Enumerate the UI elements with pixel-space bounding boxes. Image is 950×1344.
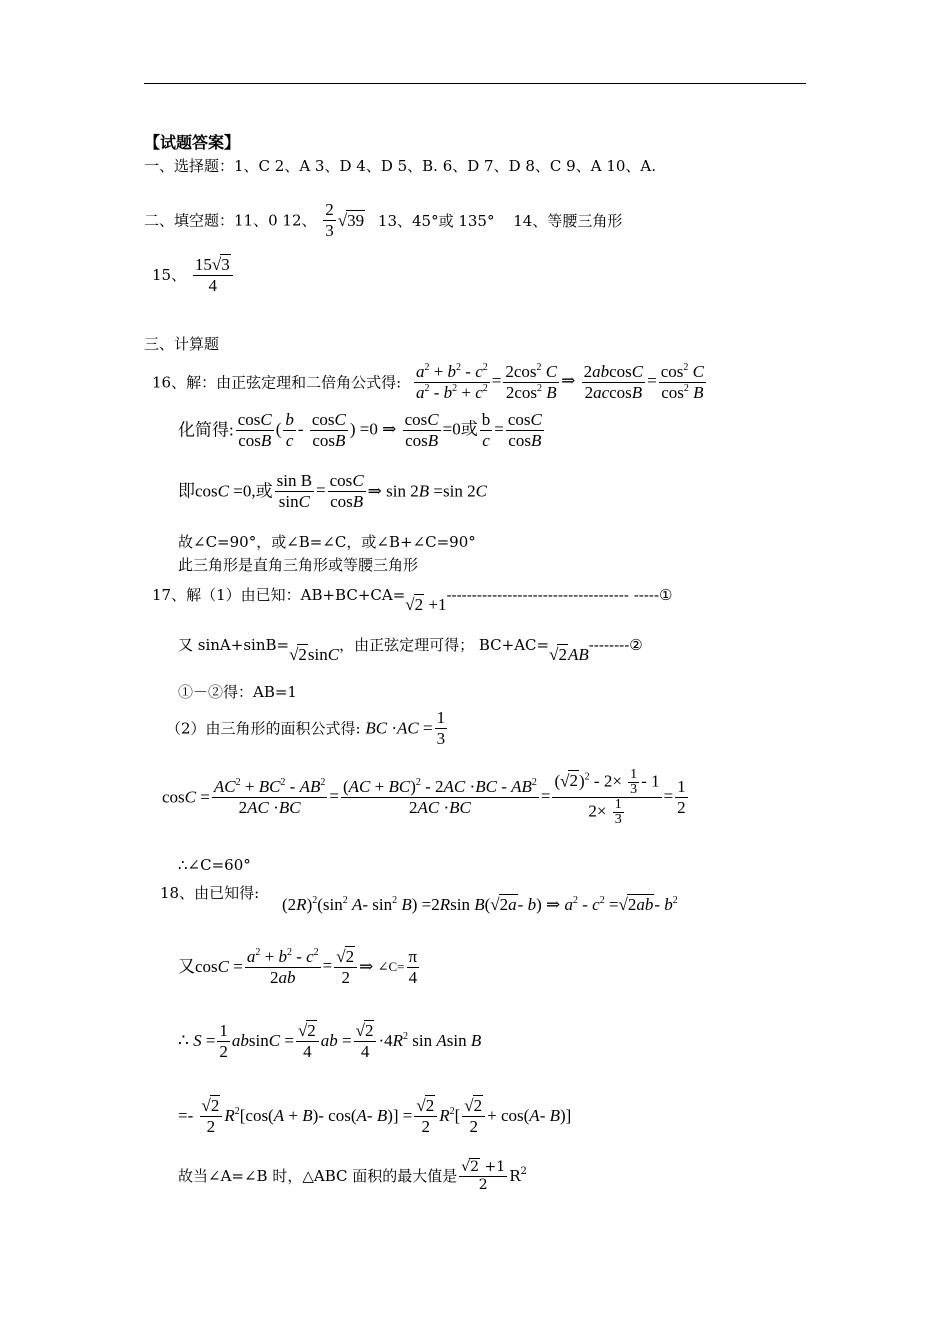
q14-answer: 14、等腰三角形	[513, 211, 623, 230]
p17-cos-formula: cosC = $\frac{AC^2 + BC^2 - AB^2}{2AC \cdot BC}$ = $\frac{(AC + BC)^2 - 2AC \cdot BC - AB^2}{2AC \cdot BC}$ = $(√2)^2 - 2\times$ $\frac{1}{3}$ - 1 2× $\frac{1}{3}$ = $\frac{1}{2}$	[162, 767, 686, 827]
p17-line1-text: 17、解（1）由已知：AB+BC+CA=	[152, 586, 406, 604]
p18-final-a: 故当∠A=∠B 时，△ABC 面积的最大值是	[178, 1167, 458, 1185]
fill-answers: 二、填空题：11、0 12、 $\frac{2}{3}$ √39 13、45°或 135° 14、等腰三角形	[144, 200, 623, 240]
q15-num-coef: 15	[194, 255, 212, 274]
p17-line2-b: ，由正弦定理可得； BC+AC=	[339, 636, 550, 654]
header-rule	[144, 83, 806, 84]
p18-final-b: R	[509, 1167, 521, 1185]
p17-line2-a: 又 sinA+sinB=	[178, 636, 290, 654]
p18-line1: $(2R)^2(\sin^2$ A- $\sin^2 B) =2Rsin$ B(√2a- b) ⇒ $a^2 - c^2 =√2ab-$ $b^2$	[282, 895, 678, 914]
calc-title: 三、计算题	[144, 335, 220, 353]
p17-line1-tail: ------------------------------------ -----①	[446, 586, 673, 604]
p16-line3: 即cosC =0,或 $\frac{\text{sin B}}{\sin C}$ = $\frac{\cos C}{\cos B}$ ⇒ sin 2B =sin 2C	[178, 471, 487, 511]
p17-line2-tail: --------②	[588, 636, 643, 654]
p18-label: 18、由已知得:	[160, 884, 260, 902]
q12-fraction	[323, 200, 336, 241]
p18-final: 故当∠A=∠B 时，△ABC 面积的最大值是 $\frac{√2 +1}{2}$ $R^2$	[178, 1159, 527, 1193]
p17-line1: 17、解（1）由已知：AB+BC+CA=√2 +1------------------------------------ -----①	[152, 586, 673, 614]
p16-label: 16、解：由正弦定理和二倍角公式得:	[152, 373, 402, 392]
answer-heading: 【试题答案】	[144, 133, 241, 152]
fill-prefix: 二、填空题：11、0 12、	[144, 211, 317, 230]
q15-label: 15、	[152, 266, 187, 284]
p18-line3: ∴ S = $\frac{1}{2}$ absinC = $\frac{√2}{4}$ ab = $\frac{√2}{4}$ $\cdot 4R^2$ sin Asin B	[178, 1020, 482, 1061]
p17-line2: 又 sinA+sinB=√2sinC，由正弦定理可得； BC+AC=√2AB--------②	[178, 636, 643, 664]
p17-angle: ∴∠C=60°	[178, 856, 251, 874]
p16-line2: 化简得: $\frac{\cos C}{\cos B}$ ( $\frac{b}{c}$ - $\frac{\cos C}{\cos B}$ ) =0 ⇒ $\frac{\cos C}{\cos B}$ =0或 $\frac{b}{c}$ = $\frac{\cos C}{\cos B}$	[178, 410, 542, 450]
q15-answer	[152, 254, 235, 296]
p16-conclusion2: 此三角形是直角三角形或等腰三角形	[178, 556, 419, 574]
p16-simplify: 化简得:	[178, 420, 234, 440]
p18-you: 又	[178, 957, 195, 976]
choice-answers: 一、选择题：1、C 2、A 3、D 4、D 5、B. 6、D 7、D 8、C 9、A 10、A.	[144, 157, 657, 175]
q15-fraction: $\frac{15√3}{4}$	[193, 254, 233, 296]
q12-num: 2	[325, 200, 334, 219]
p18-line2: 又cosC = $\frac{a^2 + b^2 - c^2}{2ab}$ = $\frac{√2}{2}$ ⇒ ∠C= $\frac{\pi}{4}$	[178, 946, 418, 987]
q12-den: 3	[325, 221, 334, 240]
q12-radicand: 39	[347, 211, 365, 230]
q15-den: 4	[208, 276, 218, 295]
p16-line1: 16、解：由正弦定理和二倍角公式得: $\frac{a^2 + b^2 - c^2}{a^2 - b^2 + c^2}$ = $\frac{2\cos^2 C}{2\cos^2 B}$ ⇒ $\frac{2abcosC}{2accosB}$ = $\frac{\cos^2 C}{\cos^2 B}$	[152, 362, 704, 402]
p18-angle: ∠C=	[377, 959, 405, 974]
q15-num-rad: 3	[221, 255, 230, 274]
p17-line3: ①－②得：AB=1	[178, 683, 297, 701]
q13-answer: 13、45°或 135°	[377, 211, 495, 230]
p17-line4-text: （2）由三角形的面积公式得:	[166, 719, 361, 738]
p16-ji: 即	[178, 481, 195, 501]
p18-line4: =- $\frac{√2}{2}$ $R^2[\cos(A + B)-$ cos(A- B)] = $\frac{√2}{2}$ $R^2$[ $\frac{√2}{2}$ + cos(A- B)]	[178, 1096, 572, 1136]
p17-line4: （2）由三角形的面积公式得: BC ·AC = $\frac{1}{3}$	[166, 708, 446, 748]
p16-conclusion1: 故∠C=90°，或∠B=∠C，或∠B+∠C=90°	[178, 533, 476, 551]
